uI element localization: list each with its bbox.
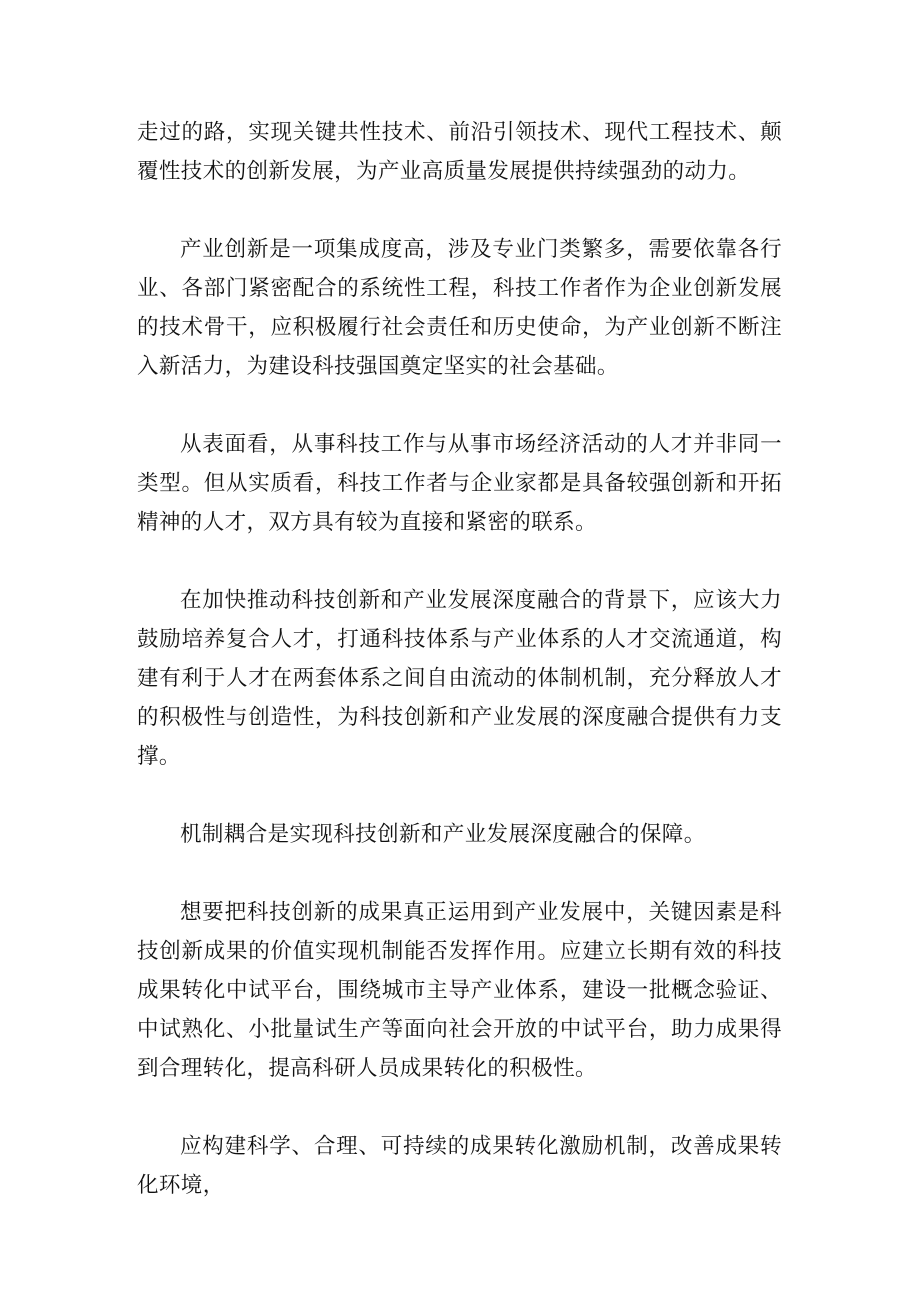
paragraph-4: 在加快推动科技创新和产业发展深度融合的背景下，应该大力鼓励培养复合人才，打通科技体系与产业体系的人才交流通道，构建有利于人才在两套体系之间自由流动的体制机制，充分释放人才的积极性与创造性，为科技创新和产业发展的深度融合提供有力支撑。: [137, 588, 782, 769]
paragraph-1: 走过的路，实现关键共性技术、前沿引领技术、现代工程技术、颠覆性技术的创新发展，为产业高质量发展提供持续强劲的动力。: [137, 120, 782, 184]
paragraph-3: 从表面看，从事科技工作与从事市场经济活动的人才并非同一类型。但从实质看，科技工作者与企业家都是具备较强创新和开拓精神的人才，双方具有较为直接和紧密的联系。: [137, 432, 782, 535]
document-body: [137, 113, 782, 1205]
paragraph-7: 应构建科学、合理、可持续的成果转化激励机制，改善成果转化环境，: [137, 1134, 782, 1198]
paragraph-5: 机制耦合是实现科技创新和产业发展深度融合的保障。: [180, 822, 706, 847]
paragraph-2: 产业创新是一项集成度高，涉及专业门类繁多，需要依靠各行业、各部门紧密配合的系统性工程，科技工作者作为企业创新发展的技术骨干，应积极履行社会责任和历史使命，为产业创新不断注入新活力，为建设科技强国奠定坚实的社会基础。: [137, 237, 782, 379]
paragraph-6: 想要把科技创新的成果真正运用到产业发展中，关键因素是科技创新成果的价值实现机制能否发挥作用。应建立长期有效的科技成果转化中试平台，围绕城市主导产业体系，建设一批概念验证、中试熟化、小批量试生产等面向社会开放的中试平台，助力成果得到合理转化，提高科研人员成果转化的积极性。: [137, 900, 782, 1081]
